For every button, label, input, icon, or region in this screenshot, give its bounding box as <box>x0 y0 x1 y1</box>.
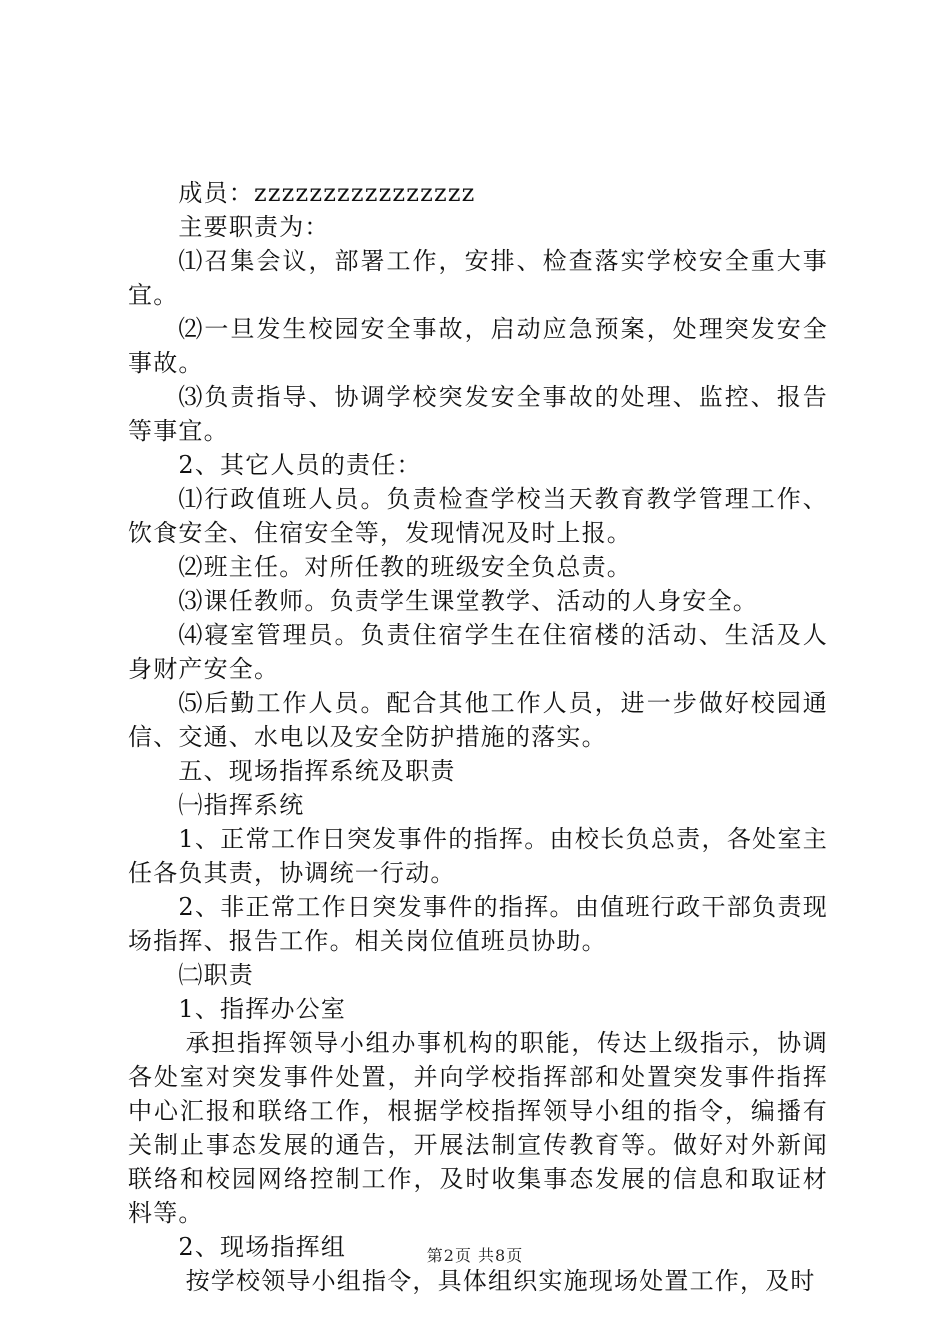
paragraph-office-body: 承担指挥领导小组办事机构的职能，传达上级指示，协调各处室对突发事件处置，并向学校指挥部和处置突发事件指挥中心汇报和联络工作，根据学校指挥领导小组的指令，编播有关制止事态发展的通告，开展法制宣传教育等。做好对外新闻联络和校园网络控制工作，及时收集事态发展的信息和取证材料等。 <box>128 1029 828 1227</box>
paragraph-staff-2: ⑵班主任。对所任教的班级安全负总责。 <box>178 553 632 581</box>
paragraph-field-command-heading: 2、现场指挥组 <box>178 1233 347 1261</box>
paragraph-duty-3: ⑶负责指导、协调学校突发安全事故的处理、监控、报告等事宜。 <box>128 383 828 445</box>
paragraph-staff-3: ⑶课任教师。负责学生课堂教学、活动的人身安全。 <box>178 587 758 615</box>
paragraph-field-command-body: 按学校领导小组指令，具体组织实施现场处置工作，及时 <box>185 1267 816 1295</box>
paragraph-staff-1: ⑴行政值班人员。负责检查学校当天教育教学管理工作、饮食安全、住宿安全等，发现情况及时上报。 <box>128 485 828 547</box>
paragraph-staff-4: ⑷寝室管理员。负责住宿学生在住宿楼的活动、生活及人身财产安全。 <box>128 621 828 683</box>
paragraph-duty-2: ⑵一旦发生校园安全事故，启动应急预案，处理突发安全事故。 <box>128 315 828 377</box>
paragraph-staff-5: ⑸后勤工作人员。配合其他工作人员，进一步做好校园通信、交通、水电以及安全防护措施的落实。 <box>128 689 828 751</box>
paragraph-office-heading: 1、指挥办公室 <box>178 995 347 1023</box>
paragraph-duty-1: ⑴召集会议，部署工作，安排、检查落实学校安全重大事宜。 <box>128 247 828 309</box>
subsection-heading-duties: ㈡职责 <box>178 961 254 989</box>
section-heading-command: 五、现场指挥系统及职责 <box>178 757 456 785</box>
paragraph-other-staff-heading: 2、其它人员的责任： <box>178 451 422 479</box>
paragraph-command-1: 1、正常工作日突发事件的指挥。由校长负总责，各处室主任各负其责，协调统一行动。 <box>128 825 828 887</box>
paragraph-command-2: 2、非正常工作日突发事件的指挥。由值班行政干部负责现场指挥、报告工作。相关岗位值班员协助。 <box>128 893 828 955</box>
paragraph-members: 成员：zzzzzzzzzzzzzzzz <box>178 179 476 207</box>
page-number-footer: 第2页 共8页 <box>426 1246 524 1265</box>
paragraph-main-duties-heading: 主要职责为： <box>178 213 330 241</box>
document-body <box>128 176 828 1298</box>
subsection-heading-command-system: ㈠指挥系统 <box>178 791 305 819</box>
